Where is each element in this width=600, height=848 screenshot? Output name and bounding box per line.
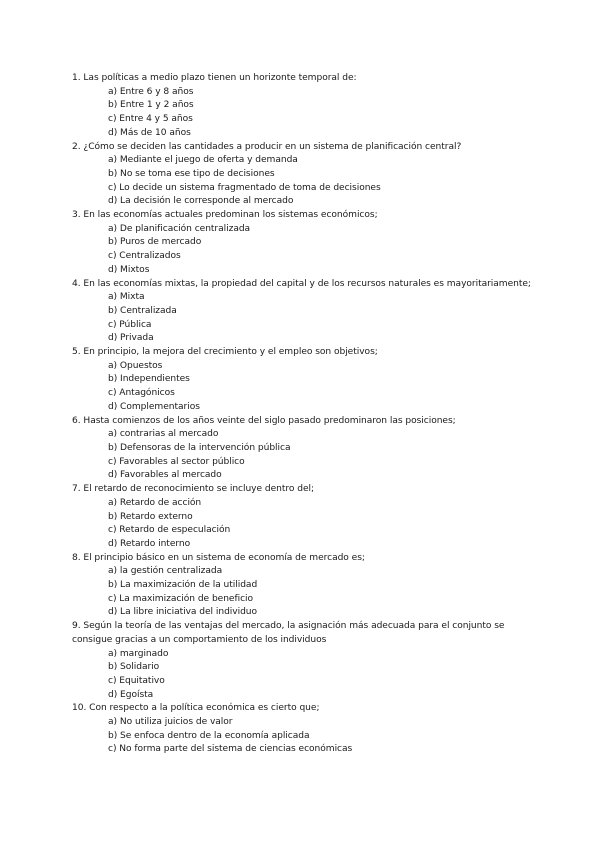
- option-c: c) Favorables al sector público: [108, 456, 245, 467]
- option-b: b) Retardo externo: [108, 511, 193, 522]
- question-text: 5. En principio, la mejora del crecimiento y el empleo son objetivos;: [72, 347, 378, 358]
- question-7: [72, 483, 532, 552]
- option-c: c) La maximización de beneficio: [108, 593, 254, 604]
- option-d: d) Mixtos: [108, 264, 150, 275]
- question-4: [72, 278, 532, 347]
- option-c: c) Antagónicos: [108, 388, 175, 399]
- option-d: d) Favorables al mercado: [108, 470, 222, 481]
- option-list: [72, 154, 532, 209]
- option-a: a) Opuestos: [108, 360, 163, 371]
- option-d: d) Más de 10 años: [108, 127, 191, 138]
- question-list: [72, 72, 532, 757]
- option-b: b) Independientes: [108, 374, 190, 385]
- option-list: [72, 86, 532, 141]
- question-text: 4. En las economías mixtas, la propiedad del capital y de los recursos naturales es mayoritariamente;: [72, 278, 531, 289]
- option-c: c) Lo decide un sistema fragmentado de toma de decisiones: [108, 182, 381, 193]
- option-list: [72, 223, 532, 278]
- question-text: 10. Con respecto a la política económica es cierto que;: [72, 703, 320, 714]
- option-b: b) Solidario: [108, 662, 160, 673]
- option-a: a) Entre 6 y 8 años: [108, 86, 194, 97]
- option-b: b) Se enfoca dentro de la economía aplicada: [108, 730, 310, 741]
- option-c: c) Entre 4 y 5 años: [108, 114, 193, 125]
- option-a: a) No utiliza juicios de valor: [108, 717, 233, 728]
- question-text: 7. El retardo de reconocimiento se incluye dentro del;: [72, 484, 314, 495]
- question-text: 2. ¿Cómo se deciden las cantidades a producir en un sistema de planificación central?: [72, 141, 462, 152]
- option-list: [72, 428, 532, 483]
- question-text: 3. En las economías actuales predominan los sistemas económicos;: [72, 210, 378, 221]
- option-d: d) La libre iniciativa del individuo: [108, 607, 258, 618]
- option-a: a) Mediante el juego de oferta y demanda: [108, 155, 298, 166]
- question-3: [72, 209, 532, 278]
- option-d: d) Egoísta: [108, 689, 154, 700]
- option-list: [72, 360, 532, 415]
- option-c: c) Pública: [108, 319, 152, 330]
- question-8: [72, 552, 532, 621]
- option-a: a) la gestión centralizada: [108, 566, 223, 577]
- option-a: a) De planificación centralizada: [108, 223, 251, 234]
- option-c: c) Centralizados: [108, 251, 181, 262]
- option-b: b) Puros de mercado: [108, 237, 202, 248]
- option-b: b) Entre 1 y 2 años: [108, 100, 194, 111]
- option-d: d) Retardo interno: [108, 538, 191, 549]
- option-c: c) Retardo de especulación: [108, 525, 231, 536]
- option-list: [72, 565, 532, 620]
- option-d: d) La decisión le corresponde al mercado: [108, 196, 294, 207]
- question-text: 1. Las políticas a medio plazo tienen un horizonte temporal de:: [72, 73, 357, 83]
- question-10: [72, 702, 532, 757]
- option-a: a) contrarias al mercado: [108, 429, 219, 440]
- question-9: [72, 620, 532, 702]
- option-d: d) Privada: [108, 333, 154, 344]
- question-text: 9. Según la teoría de las ventajas del mercado, la asignación más adecuada para el conjunto se consigue gracias a un comportamiento de los individuos: [72, 621, 505, 645]
- option-a: a) marginado: [108, 648, 169, 659]
- option-a: a) Retardo de acción: [108, 497, 202, 508]
- option-list: [72, 291, 532, 346]
- option-a: a) Mixta: [108, 292, 145, 303]
- question-text: 8. El principio básico en un sistema de economía de mercado es;: [72, 552, 365, 563]
- option-d: d) Complementarios: [108, 401, 200, 412]
- question-2: [72, 141, 532, 210]
- option-c: c) No forma parte del sistema de ciencias económicas: [108, 744, 353, 755]
- option-b: b) Centralizada: [108, 305, 177, 316]
- option-b: b) Defensoras de la intervención pública: [108, 442, 291, 453]
- option-c: c) Equitativo: [108, 675, 165, 686]
- question-6: [72, 415, 532, 484]
- option-list: [72, 716, 532, 757]
- option-list: [72, 497, 532, 552]
- option-list: [72, 648, 532, 703]
- question-text: 6. Hasta comienzos de los años veinte del siglo pasado predominaron las posiciones;: [72, 415, 456, 426]
- question-1: [72, 72, 532, 141]
- question-5: [72, 346, 532, 415]
- option-b: b) La maximización de la utilidad: [108, 580, 258, 591]
- option-b: b) No se toma ese tipo de decisiones: [108, 168, 275, 179]
